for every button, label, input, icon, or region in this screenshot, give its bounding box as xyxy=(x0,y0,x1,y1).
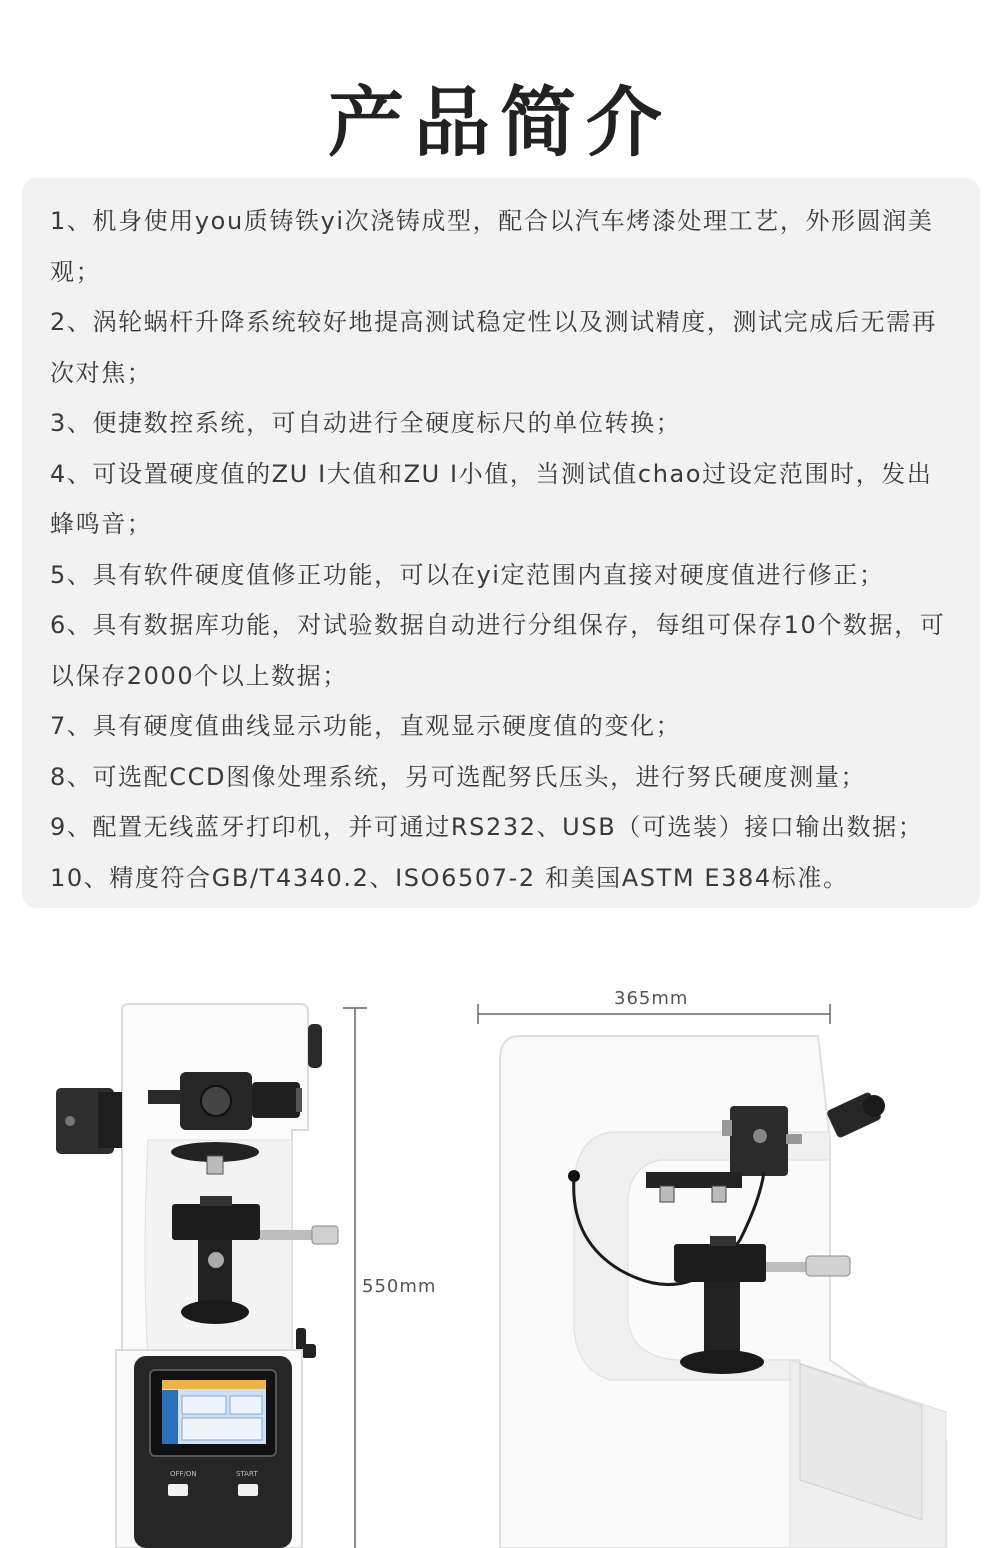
feature-item: 3、便捷数控系统，可自动进行全硬度标尺的单位转换； xyxy=(50,409,682,437)
page-title: 产品简介 xyxy=(328,78,672,167)
feature-list xyxy=(50,196,955,903)
button-left-label: OFF/ON xyxy=(170,1470,197,1478)
width-dimension-label: 365mm xyxy=(614,988,689,1009)
feature-item: 10、精度符合GB/T4340.2、ISO6507-2 和美国ASTM E384标准。 xyxy=(50,863,849,892)
product-photos xyxy=(0,960,1000,1548)
feature-item: 9、配置无线蓝牙打印机，并可通过RS232、USB（可选装）接口输出数据； xyxy=(50,813,924,841)
feature-item: 7、具有硬度值曲线显示功能，直观显示硬度值的变化； xyxy=(50,712,682,740)
button-right-label: START xyxy=(236,1470,258,1478)
feature-item: 8、可选配CCD图像处理系统，另可选配努氏压头，进行努氏硬度测量； xyxy=(50,762,867,791)
product-illustration xyxy=(0,960,1000,1548)
front-view-tester xyxy=(56,1004,338,1548)
feature-item: 2、涡轮蜗杆升降系统较好地提高测试稳定性以及测试精度，测试完成后无需再次对焦； xyxy=(50,308,938,387)
height-dimension-label: 550mm xyxy=(362,1276,437,1297)
feature-item: 1、机身使用you质铸铁yi次浇铸成型，配合以汽车烤漆处理工艺，外形圆润美观； xyxy=(50,207,934,286)
feature-item: 6、具有数据库功能，对试验数据自动进行分组保存，每组可保存10个数据，可以保存2000个以上数据； xyxy=(50,611,946,690)
feature-item: 4、可设置硬度值的ZU I大值和ZU I小值，当测试值chao过设定范围时，发出蜂鸣音； xyxy=(50,459,933,538)
feature-item: 5、具有软件硬度值修正功能，可以在yi定范围内直接对硬度值进行修正； xyxy=(50,560,885,589)
side-view-tester xyxy=(500,1036,946,1548)
